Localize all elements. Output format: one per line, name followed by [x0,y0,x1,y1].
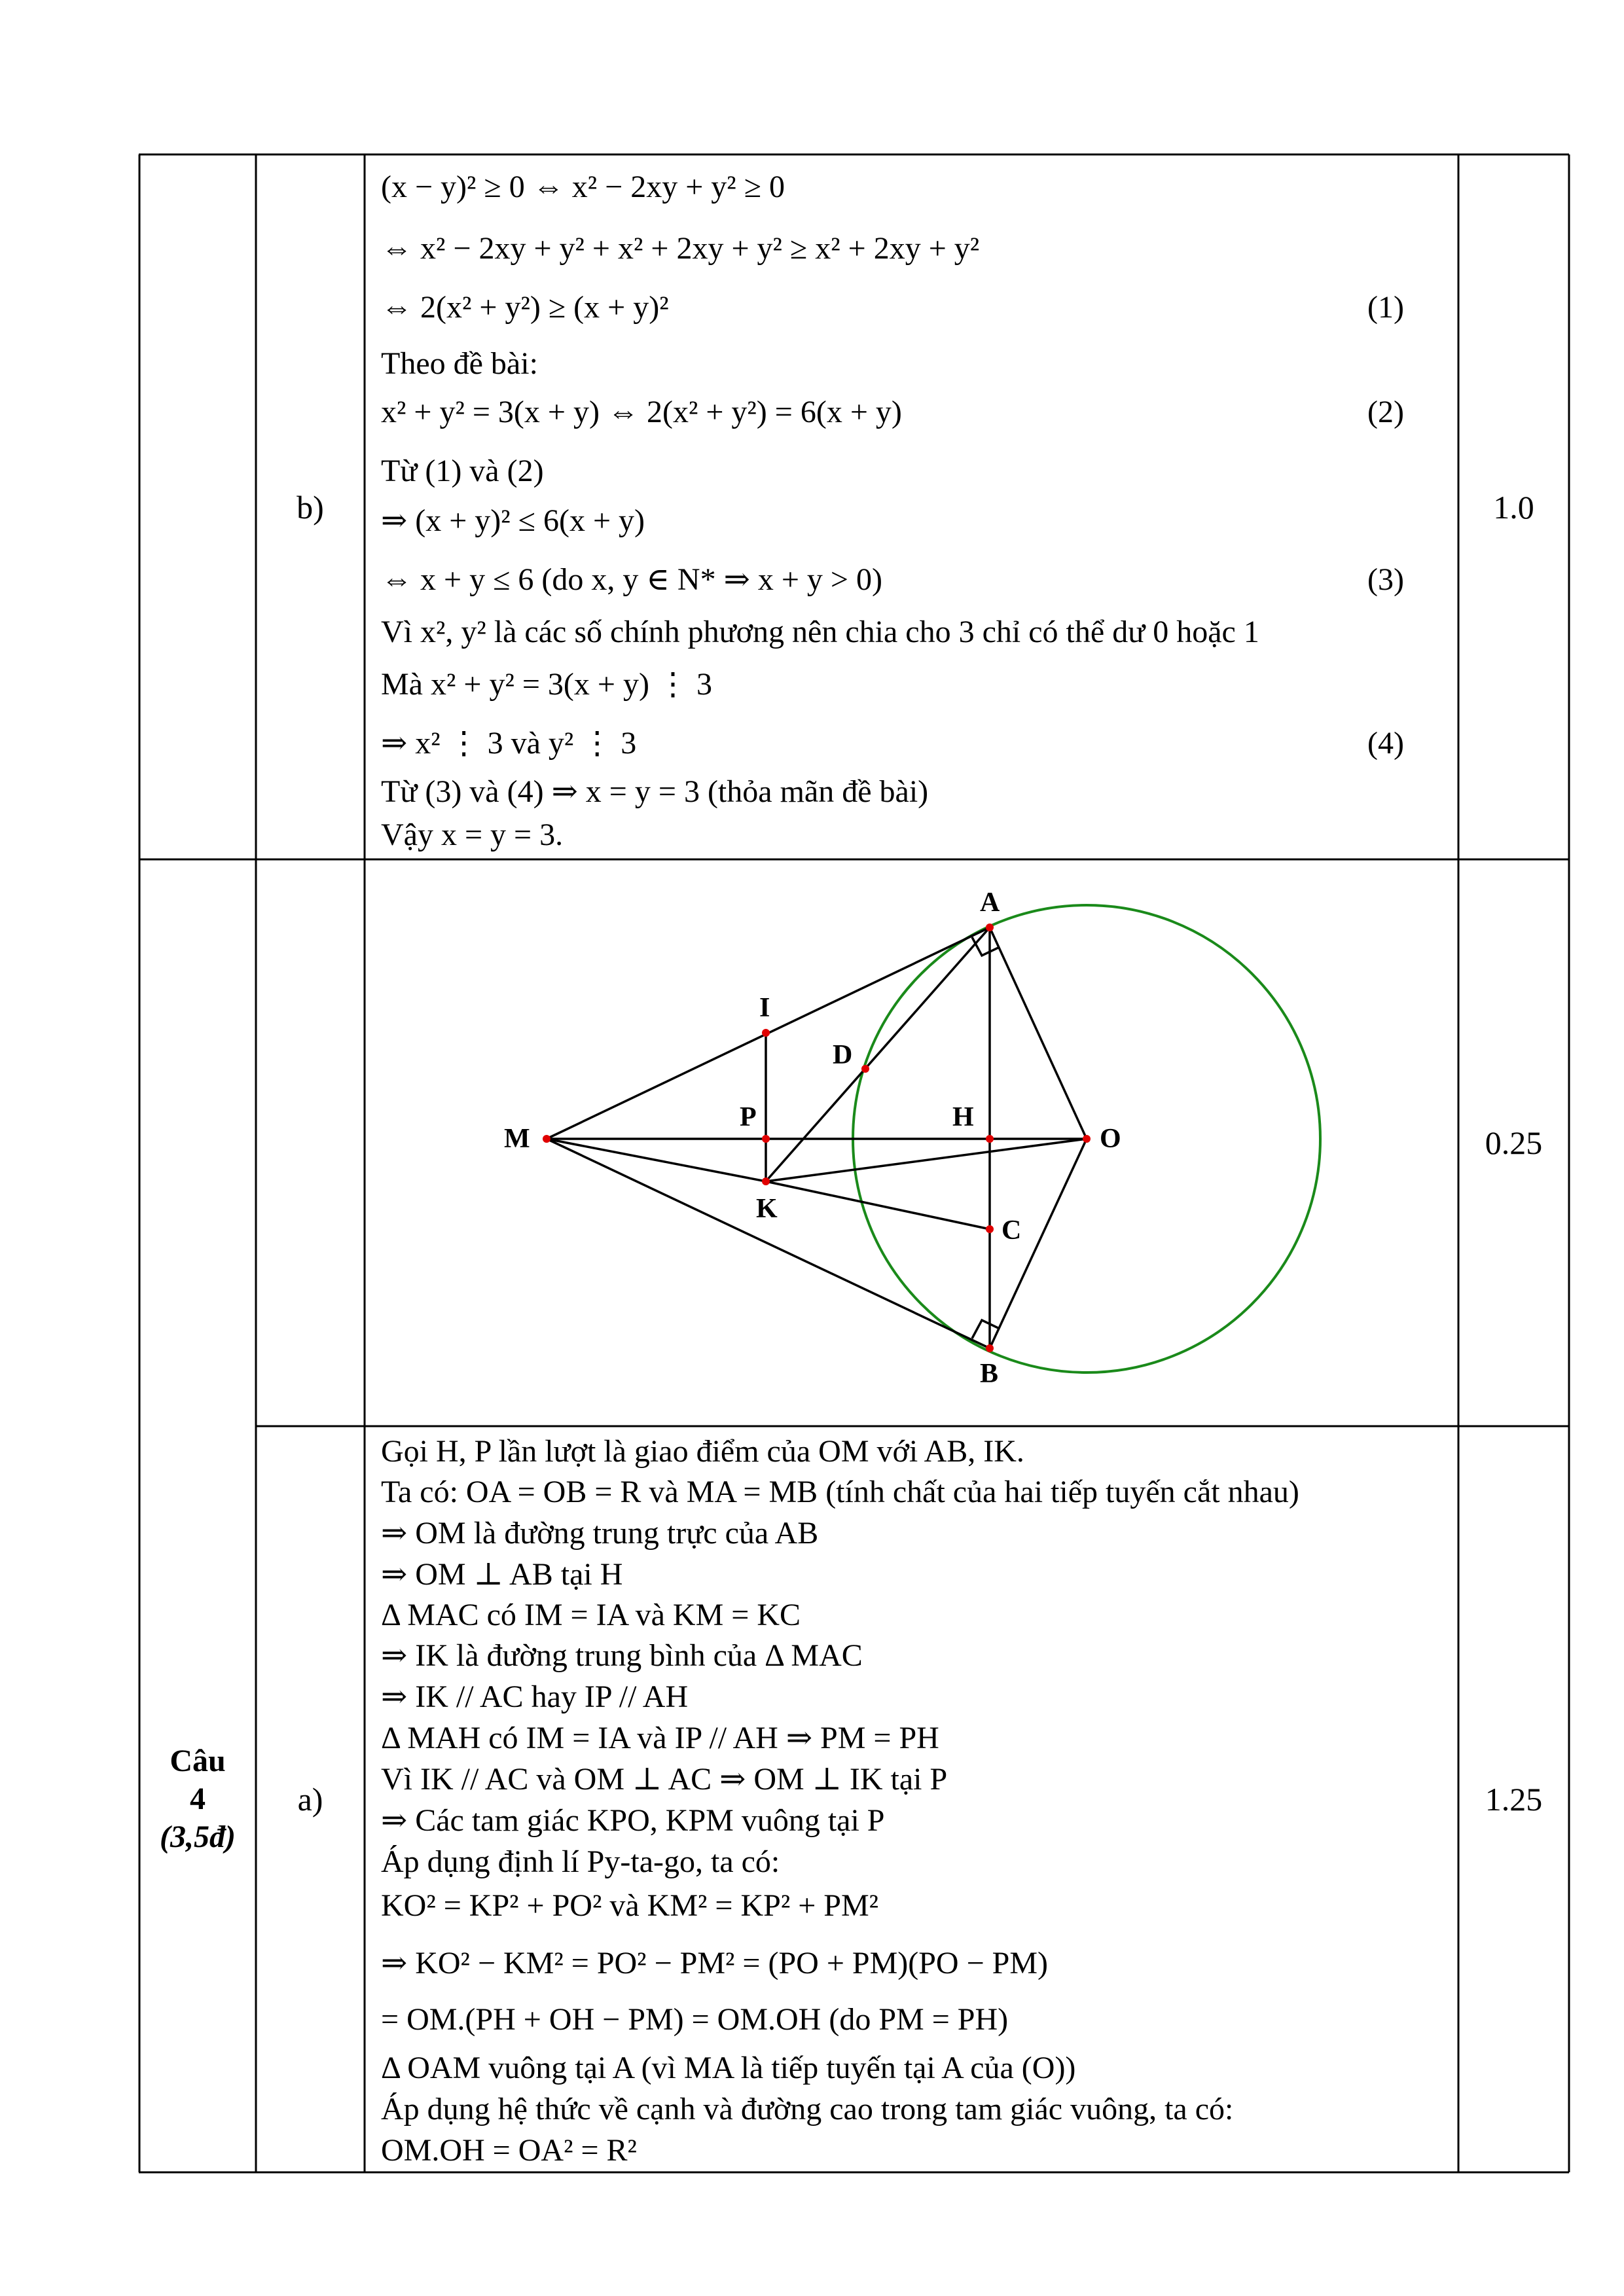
point-h [986,1135,994,1143]
equation-tag: (2) [1367,395,1404,429]
point-b [986,1344,994,1352]
solution-line: = OM.(PH + OH − PM) = OM.OH (do PM = PH) [381,2002,1009,2037]
label-b: B [980,1359,999,1389]
solution-line: ⇔ x² − 2xy + y² + x² + 2xy + y² ≥ x² + 2xy + y² [381,231,980,266]
solution-line: ⇒ x² ⋮ 3 và y² ⋮ 3 [381,726,637,761]
point-a [986,924,994,931]
solution-line: KO² = KP² + PO² và KM² = KP² + PM² [381,1888,879,1923]
part-label-b-text: b) [297,488,324,526]
score-figure-text: 0.25 [1485,1124,1543,1161]
part-label-b [256,154,365,859]
solution-line: Theo đề bài: [381,346,538,381]
label-k: K [756,1194,778,1224]
label-m: M [504,1124,530,1154]
label-i: I [759,993,770,1023]
segment-ao [990,927,1087,1139]
label-p: P [740,1102,757,1132]
equation-tag: (4) [1367,726,1404,761]
point-k [762,1177,770,1185]
solution-line: ⇒ (x + y)² ≤ 6(x + y) [381,503,645,538]
solution-line: Ta có: OA = OB = R và MA = MB (tính chất của hai tiếp tuyến cắt nhau) [381,1475,1299,1509]
solution-line: ⇒ IK // AC hay IP // AH [381,1679,689,1714]
question-number: 4 [190,1782,206,1816]
score-b [1458,154,1569,859]
solution-line: (x − y)² ≥ 0 ⇔ x² − 2xy + y² ≥ 0 [381,170,785,204]
solution-line: ⇒ OM ⊥ AB tại H [381,1557,623,1592]
score-a [1458,1426,1569,2172]
solution-line: ⇔ x + y ≤ 6 (do x, y ∈ N* ⇒ x + y > 0) [381,562,882,597]
solution-line: ⇒ OM là đường trung trực của AB [381,1516,819,1551]
solution-line: Δ MAC có IM = IA và KM = KC [381,1598,801,1632]
label-o: O [1100,1124,1121,1154]
score-figure [1458,859,1569,1426]
solution-line: ⇒ IK là đường trung bình của Δ MAC [381,1638,863,1673]
solution-line: ⇒ KO² − KM² = PO² − PM² = (PO + PM)(PO − PM) [381,1946,1049,1981]
solution-line: x² + y² = 3(x + y) ⇔ 2(x² + y²) = 6(x + y) [381,395,902,429]
point-m [543,1135,550,1143]
solution-line: Gọi H, P lần lượt là giao điểm của OM với AB, IK. [381,1434,1024,1469]
solution-line: Vì IK // AC và OM ⊥ AC ⇒ OM ⊥ IK tại P [381,1762,948,1797]
point-d [861,1065,869,1073]
solution-line: Từ (1) và (2) [381,454,544,488]
point-c [986,1225,994,1233]
solution-line: ⇒ Các tam giác KPO, KPM vuông tại P [381,1803,885,1838]
solution-line: Từ (3) và (4) ⇒ x = y = 3 (thỏa mãn đề bài) [381,774,929,809]
segment-ka [766,927,990,1181]
segment-kc [766,1181,990,1229]
segment-mb [547,1139,990,1348]
label-h: H [952,1102,974,1132]
score-b-text: 1.0 [1493,488,1534,526]
question-word: Câu [170,1744,226,1778]
solution-line: OM.OH = OA² = R² [381,2133,637,2168]
solution-line: Mà x² + y² = 3(x + y) ⋮ 3 [381,667,712,702]
solution-line: Áp dụng hệ thức về cạnh và đường cao trong tam giác vuông, ta có: [381,2092,1234,2126]
label-d: D [833,1040,853,1070]
point-i [762,1029,770,1037]
label-a: A [980,888,1000,918]
label-c: C [1001,1215,1022,1246]
solution-line: Vì x², y² là các số chính phương nên chia cho 3 chỉ có thể dư 0 hoặc 1 [381,615,1259,649]
solution-line: ⇔ 2(x² + y²) ≥ (x + y)² [381,290,669,325]
point-o [1083,1135,1091,1143]
solution-line: Vậy x = y = 3. [381,817,564,852]
question-label [139,1426,256,2172]
equation-tag: (3) [1367,562,1404,597]
segment-ko [766,1139,1087,1181]
solution-line: Áp dụng định lí Py-ta-go, ta có: [381,1844,780,1879]
part-label-a-text: a) [297,1781,323,1818]
part-label-a [256,1426,365,2172]
score-a-text: 1.25 [1485,1781,1543,1818]
solution-line: Δ MAH có IM = IA và IP // AH ⇒ PM = PH [381,1721,939,1755]
geometry-figure [364,861,1456,1423]
question-points: (3,5đ) [160,1820,236,1854]
segment-mk [547,1139,766,1181]
solution-line: Δ OAM vuông tại A (vì MA là tiếp tuyến tại A của (O)) [381,2051,1076,2085]
equation-tag: (1) [1367,290,1404,325]
point-p [762,1135,770,1143]
